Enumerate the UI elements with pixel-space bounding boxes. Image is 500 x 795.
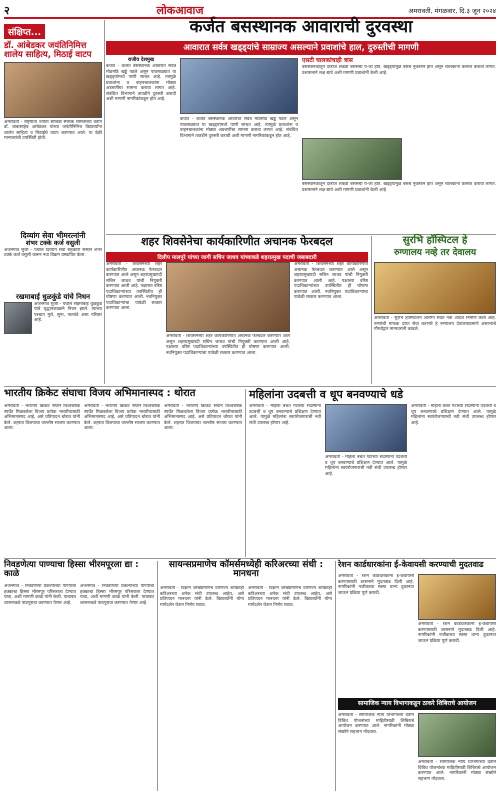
hospital-headline-line2: रुग्णालय नव्हे तर देवालय [393, 248, 477, 258]
page-number: २ [4, 3, 10, 17]
lead-side-photo [302, 138, 402, 180]
lead-subhead: आवारात सर्वत्र खड्ड्यांचे साम्राज्य असल्याने प्रवाशांचे हाल, दुरुस्तीची मागणी [106, 41, 496, 55]
left-story3-headline: रखमाबाई धुळकुंडे यांचे निधन [15, 292, 91, 301]
cricket-body-col3: अमरावती - भारतीय क्रिकेट संघाने विश्वचषक स्पर्धेत मिळवलेला विजय प्रत्येक भारतीयासाठी अभिमानास्पद आहे, असे प्रतिपादन थोरात यांनी केले. शहरात विजयाचा जल्लोष साजरा करण्यात आला. [164, 404, 242, 431]
hospital-photo [374, 262, 496, 314]
lead-headline: कर्जत बसस्थानक आवाराची दुरवस्था [189, 17, 413, 37]
cricket-headline: भारतीय क्रिकेट संघाचा विजय अभिमानास्पद : थोरात [4, 388, 196, 399]
cricket-body: अमरावती - भारतीय क्रिकेट संघाने विश्वचषक स्पर्धेत मिळवलेला विजय प्रत्येक भारतीयासाठी अभिमानास्पद आहे, असे प्रतिपादन थोरात यांनी केले. शहरात विजयाचा जल्लोष साजरा करण्यात आला. [4, 404, 80, 431]
lead-side-body-continued: बसस्थानकातून दररोज शेकडो बसेसची ये-जा होते. खड्ड्यांमुळे बसचे नुकसान होत असून चालकांना कसरत करावी लागते. प्रशासनाने लक्ष द्यावे अशी मागणी प्रवाशांनी केली आहे. [302, 182, 496, 193]
bottom-story3-headline: रेशन कार्डधारकांना ई-केवायसी करण्याची मुदतवाढ [338, 560, 484, 569]
left-column [4, 20, 102, 384]
bottom-story4-body: अमरावती - सामाजिक न्याय विभागाच्या वतीने विविध योजनांच्या माहितीसाठी शिबिराचे आयोजन करण्यात आले. नागरिकांनी मोठ्या संख्येने सहभाग नोंदवला. [338, 713, 414, 735]
lead-body-continued: कर्जत - कर्जत बसस्थानक आवारात सर्वत्र मोठमोठे खड्डे पडले असून पावसाळ्यात या खड्ड्यांमध्ये पाणी साचत आहे. त्यामुळे प्रवाशांना व वाहनचालकांना मोठ्या अडचणींचा सामना करावा लागत आहे. संबंधित विभागाने तातडीने दुरुस्ती करावी अशी मागणी नागरिकांकडून होत आहे. [180, 117, 298, 139]
hospital-headline: सुरभि हॉस्पिटल हे [402, 235, 468, 246]
women-training-body-col3: अमरावती - महिला बचत गटाच्या सदस्यांना उदबत्ती व धूप बनवण्याचे प्रशिक्षण देण्यात आले. यामुळे महिलांना स्वयंरोजगाराची नवी संधी उपलब्ध होणार आहे. [411, 404, 496, 426]
hospital-body: अमरावती - सुरभि हॉस्पिटलने आरोग्य सेवेत नवा आदर्श निर्माण केला आहे. रुग्णांची माफक दरात सेवा करणारे हे रुग्णालय देवालयाप्रमाणे असल्याचे गौरवोद्गार मान्यवरांनी काढले. [374, 316, 496, 332]
left-story2-body: अंजनगाव सुर्जी - येथील दिव्यांग सेवा सहकारी संस्थेने शंभर टक्के कर्ज वसुली करून नवा विक्रम प्रस्थापित केला. [4, 247, 102, 259]
bottom-story2-body: अमरावती - विज्ञान शाखेप्रमाणेच वाणिज्य शाखेतही करिअरच्या अनेक संधी उपलब्ध आहेत, असे प्रतिपादन मानधना यांनी केले. विद्यार्थ्यांनी योग्य मार्गदर्शन घेऊन निर्णय घ्यावा. [160, 586, 244, 608]
left-story2-subhead: शंभर टक्के कर्ज वसुली [25, 238, 81, 247]
lead-side-body: बसस्थानकातून दररोज शेकडो बसेसची ये-जा होते. खड्ड्यांमुळे बसचे नुकसान होत असून चालकांना कसरत करावी लागते. प्रशासनाने लक्ष द्यावे अशी मागणी प्रवाशांनी केली आहे. [302, 65, 496, 76]
women-training-headline: महिलांना उदबत्ती व धूप बनवण्याचे धडे [249, 388, 403, 401]
bottom-story2-body-col2: अमरावती - विज्ञान शाखेप्रमाणेच वाणिज्य शाखेतही करिअरच्या अनेक संधी उपलब्ध आहेत, असे प्रतिपादन मानधना यांनी केले. विद्यार्थ्यांनी योग्य मार्गदर्शन घेऊन निर्णय घ्यावा. [248, 586, 332, 608]
shivsena-subhead: दिलीप मालपुरे यांच्या जागी सचिन जाधव यांच्याकडे शहरप्रमुख पदाची जबाबदारी [106, 252, 368, 262]
bottom-story2-headline: सायन्सप्रमाणेच कॉमर्समध्येही करिअरच्या संधी : मानधना [168, 560, 324, 580]
left-story1-body: अमरावती - राष्ट्रमाता ज्योती सावित्री स्मारक समितीच्या वतीने डॉ. बाबासाहेब आंबेडकर यांच्या जयंतीनिमित्त विद्यार्थ्यांना शालेय साहित्य व मिठाईचे वाटप करण्यात आले. या वेळी मान्यवरांची उपस्थिती होती. [4, 119, 102, 142]
bottom-story1-body-col2: अंजनगाव - निवडणेत्या प्रकल्पाच्या पाण्याचा हक्काचा हिस्सा भीरमपूर परिसराला देण्यात यावा, अशी मागणी काळे यांनी केली. याबाबत शासनाकडे पाठपुरावा करण्यात येणार आहे. [80, 584, 154, 606]
lead-body: कर्जत - कर्जत बसस्थानक आवारात सर्वत्र मोठमोठे खड्डे पडले असून पावसाळ्यात या खड्ड्यांमध्ये पाणी साचत आहे. त्यामुळे प्रवाशांना व वाहनचालकांना मोठ्या अडचणींचा सामना करावा लागत आहे. संबंधित विभागाने तातडीने दुरुस्ती करावी अशी मागणी नागरिकांकडून होत आहे. [106, 64, 176, 103]
left-story1-headline: डॉ. आंबेडकर जयंतिनिमित्त शालेय साहित्य, मिठाई वाटप [4, 41, 92, 60]
left-story3-body: अंजनगाव सुर्जी - येथील रखमाबाई धुळकुंडे यांचे वृद्धापकाळाने निधन झाले. त्यांच्या पश्चात मुले, सुना, नातवंडे असा परिवार आहे. [34, 301, 102, 324]
bottom-story1-headline: निवडणेत्या पाण्याचा हिस्सा भीरमपूरला द्या : काळे [4, 560, 139, 579]
bottom-story3-photo [418, 574, 496, 620]
women-training-body: अमरावती - महिला बचत गटाच्या सदस्यांना उदबत्ती व धूप बनवण्याचे प्रशिक्षण देण्यात आले. यामुळे महिलांना स्वयंरोजगाराची नवी संधी उपलब्ध होणार आहे. [249, 404, 321, 426]
bottom-story3-body-col2: अमरावती - रेशन कार्डधारकांना ई-केवायसी करण्यासाठी शासनाने मुदतवाढ दिली आहे. नागरिकांनी नजीकच्या स्वस्त धान्य दुकानात जाऊन प्रक्रिया पूर्ण करावी. [418, 622, 496, 644]
shivsena-headline: शहर शिवसेनेचा कार्यकारिणीत अचानक फेरबदल [141, 235, 333, 248]
shivsena-photo [166, 262, 290, 332]
left-story1-photo [4, 62, 102, 118]
women-training-body-col2: अमरावती - महिला बचत गटाच्या सदस्यांना उदबत्ती व धूप बनवण्याचे प्रशिक्षण देण्यात आले. यामुळे महिलांना स्वयंरोजगाराची नवी संधी उपलब्ध होणार आहे. [325, 455, 407, 477]
left-story2-headline: दिव्यांग सेवा भीमरत्नांनी [20, 230, 86, 240]
newspaper-logo: लोकआवाज [156, 3, 204, 17]
shivsena-body: अमरावती - शिवसेनेच्या शहर कार्यकारिणीत अचानक फेरबदल करण्यात आले असून शहरप्रमुखपदी सचिन जाधव यांची नियुक्ती करण्यात आली आहे. पक्षाच्या वरिष्ठ पदाधिकाऱ्यांच्या उपस्थितीत ही घोषणा करण्यात आली. नवनियुक्त पदाधिकाऱ्यांचा यावेळी सत्कार करण्यात आला. [106, 262, 162, 311]
bottom-story4-headline: सामाजिक न्याय विभागाकडून ठाकरे शिबिराचे आयोजन [338, 698, 496, 710]
bottom-story4-photo [418, 713, 496, 757]
shivsena-body-continued: अमरावती - शिवसेनेच्या शहर कार्यकारिणीत अचानक फेरबदल करण्यात आले असून शहरप्रमुखपदी सचिन जाधव यांची नियुक्ती करण्यात आली आहे. पक्षाच्या वरिष्ठ पदाधिकाऱ्यांच्या उपस्थितीत ही घोषणा करण्यात आली. नवनियुक्त पदाधिकाऱ्यांचा यावेळी सत्कार करण्यात आला. [166, 334, 290, 356]
bottom-story3-body: अमरावती - रेशन कार्डधारकांना ई-केवायसी करण्यासाठी शासनाने मुदतवाढ दिली आहे. नागरिकांनी नजीकच्या स्वस्त धान्य दुकानात जाऊन प्रक्रिया पूर्ण करावी. [338, 574, 414, 596]
lead-byline: राजीव देशमुख [127, 57, 154, 63]
kicker-label: संक्षिप्त... [4, 24, 45, 39]
cricket-body-col2: अमरावती - भारतीय क्रिकेट संघाने विश्वचषक स्पर्धेत मिळवलेला विजय प्रत्येक भारतीयासाठी अभिमानास्पद आहे, असे प्रतिपादन थोरात यांनी केले. शहरात विजयाचा जल्लोष साजरा करण्यात आला. [84, 404, 160, 431]
bottom-story1-body: अंजनगाव - निवडणेत्या प्रकल्पाच्या पाण्याचा हक्काचा हिस्सा भीरमपूर परिसराला देण्यात यावा, अशी मागणी काळे यांनी केली. याबाबत शासनाकडे पाठपुरावा करण्यात येणार आहे. [4, 584, 76, 606]
lead-side-headline: एसटी चालकांचाही त्रास [302, 57, 353, 64]
bottom-story4-body-col2: अमरावती - सामाजिक न्याय विभागाच्या वतीने विविध योजनांच्या माहितीसाठी शिबिराचे आयोजन करण्यात आले. नागरिकांनी मोठ्या संख्येने सहभाग नोंदवला. [418, 760, 496, 782]
lead-photo-bus-station [180, 58, 298, 114]
left-story3-portrait [4, 302, 32, 334]
dateline: अमरावती, मंगळवार, दि.३ जून २०२४ [408, 6, 496, 15]
shivsena-body-col3: अमरावती - शिवसेनेच्या शहर कार्यकारिणीत अचानक फेरबदल करण्यात आले असून शहरप्रमुखपदी सचिन जाधव यांची नियुक्ती करण्यात आली आहे. पक्षाच्या वरिष्ठ पदाधिकाऱ्यांच्या उपस्थितीत ही घोषणा करण्यात आली. नवनियुक्त पदाधिकाऱ्यांचा यावेळी सत्कार करण्यात आला. [294, 262, 368, 300]
women-training-photo [325, 404, 407, 452]
